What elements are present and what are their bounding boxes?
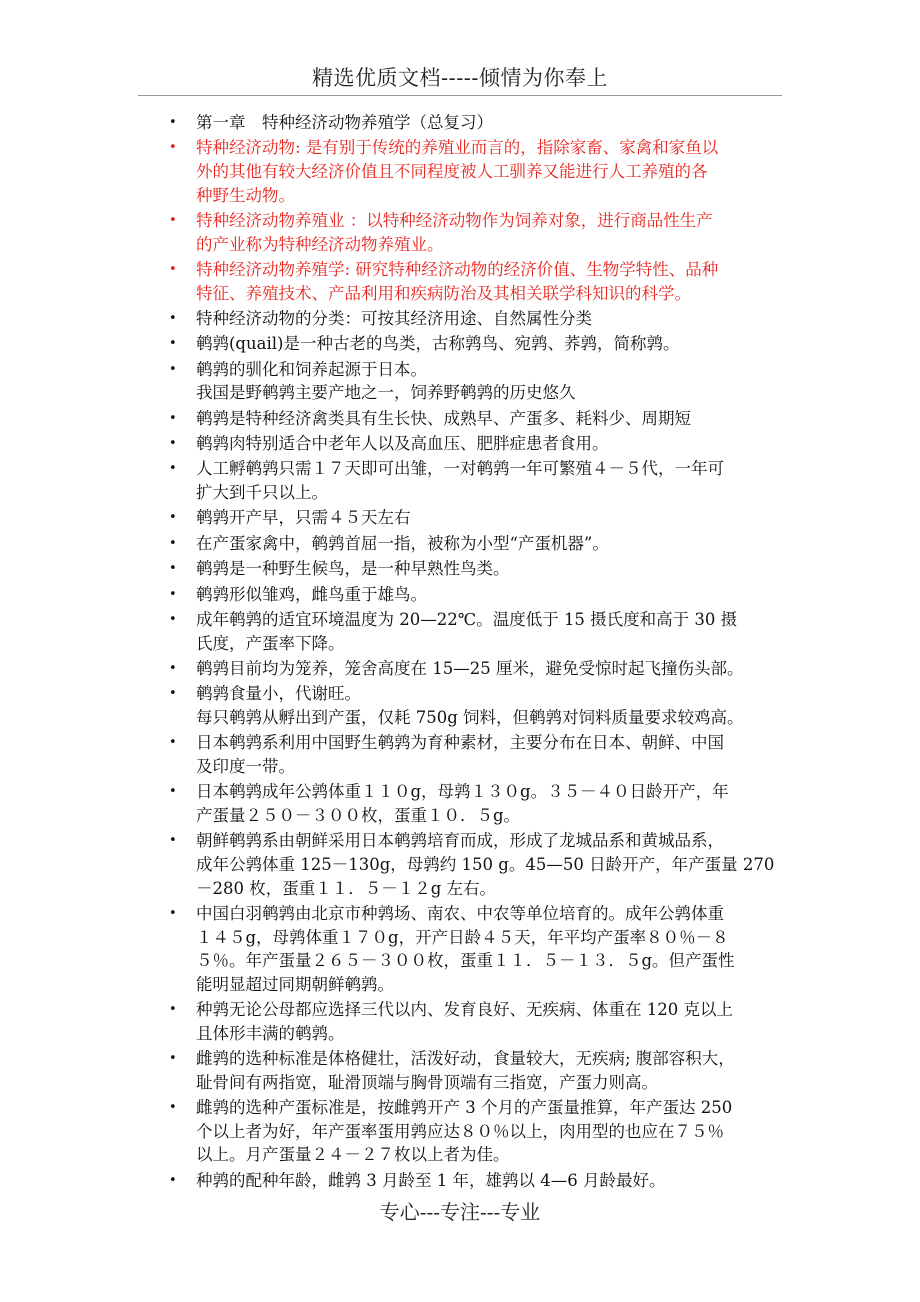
bullet-marker: • <box>169 905 177 921</box>
item-text-line: 及印度一带。 <box>196 756 295 776</box>
bullet-marker: • <box>169 735 177 751</box>
item-text-line: 人工孵鹌鹑只需１７天即可出雏，一对鹌鹑一年可繁殖４－５代，一年可 <box>196 459 724 479</box>
list-item <box>166 1096 788 1167</box>
list-item <box>166 608 788 655</box>
bullet-marker: • <box>169 535 177 551</box>
item-text-line: 耻骨间有两指宽，耻滑顶端与胸骨顶端有三指宽，产蛋力则高。 <box>196 1072 658 1092</box>
list-item <box>166 657 788 681</box>
item-text-line: 鹌鹑开产早，只需４５天左右 <box>196 508 411 528</box>
item-text-line: 中国白羽鹌鹑由北京市种鹑场、南农、中农等单位培育的。成年公鹑体重 <box>196 903 724 923</box>
bullet-marker: • <box>169 115 177 130</box>
list-item <box>166 136 788 207</box>
item-text-line: 雌鹑的选种标准是体格健壮，活泼好动，食量较大，无疾病; 腹部容积大， <box>196 1049 735 1069</box>
bullet-marker: • <box>169 686 177 702</box>
item-text-line: 特种经济动物的分类：可按其经济用途、自然属性分类 <box>196 308 592 328</box>
item-text-line: ５％。年产蛋量２６５－３００枚，蛋重１１．５－１３．５g。但产蛋性 <box>196 951 735 971</box>
page-header-title: 精选优质文档-----倾情为你奉上 <box>312 66 608 90</box>
bullet-marker: • <box>169 784 177 800</box>
item-text-line: 鹌鹑肉特别适合中老年人以及高血压、肥胖症患者食用。 <box>196 434 609 454</box>
bullet-marker: • <box>169 261 177 277</box>
bullet-marker: • <box>169 833 177 849</box>
bullet-marker: • <box>169 1100 177 1116</box>
item-text-line: 鹌鹑目前均为笼养，笼舍高度在 15—25 厘米，避免受惊时起飞撞伤头部。 <box>196 659 744 679</box>
bullet-marker: • <box>169 510 177 526</box>
item-text-line: 朝鲜鹌鹑系由朝鲜采用日本鹌鹑培育而成，形成了龙城品系和黄城品系， <box>196 831 724 851</box>
list-item <box>166 1047 788 1094</box>
list-item <box>166 258 788 305</box>
list-item <box>166 682 788 729</box>
list-item <box>166 583 788 607</box>
item-text-line: 扩大到千只以上。 <box>196 483 328 503</box>
list-item <box>166 731 788 778</box>
bullet-marker: • <box>169 410 177 426</box>
bullet-marker: • <box>169 561 177 577</box>
list-item <box>166 780 788 827</box>
item-text-line: 日本鹌鹑系利用中国野生鹌鹑为育种素材，主要分布在日本、朝鲜、中国 <box>196 733 724 753</box>
item-text-line: 鹌鹑是特种经济禽类具有生长快、成熟早、产蛋多、耗料少、周期短 <box>196 408 691 428</box>
bullet-marker: • <box>169 1051 177 1067</box>
list-item <box>166 998 788 1045</box>
bullet-marker: • <box>169 361 177 377</box>
item-text-line: 成年鹌鹑的适宜环境温度为 20—22℃。温度低于 15 摄氏度和高于 30 摄 <box>196 610 738 630</box>
list-item <box>166 1169 788 1193</box>
bullet-marker: • <box>169 586 177 602</box>
bullet-marker: • <box>169 140 177 156</box>
item-text-line: 种鹑的配种年龄，雌鹑 3 月龄至 1 年，雄鹑以 4—6 月龄最好。 <box>196 1170 666 1190</box>
list-item <box>166 332 788 356</box>
bullet-marker: • <box>169 1172 177 1188</box>
list-item <box>166 111 788 135</box>
item-text-line: 特征、养殖技术、产品利用和疾病防治及其相关联学科知识的科学。 <box>196 283 691 303</box>
list-item <box>166 457 788 504</box>
bullet-marker: • <box>169 1002 177 1018</box>
list-item <box>166 209 788 256</box>
bullet-marker: • <box>169 661 177 677</box>
item-text-line: 氏度，产蛋率下降。 <box>196 633 345 653</box>
item-text-line: 第一章 特种经济动物养殖学（总复习） <box>196 113 493 132</box>
item-text-line: 鹌鹑(quail)是一种古老的鸟类，古称鹑鸟、宛鹑、荞鹑，简称鹑。 <box>196 334 680 354</box>
item-text-line: 特种经济动物养殖学: 研究特种经济动物的经济价值、生物学特性、品种 <box>196 259 719 279</box>
item-text-line: 每只鹌鹑从孵出到产蛋，仅耗 750g 饲料，但鹌鹑对饲料质量要求较鸡高。 <box>196 708 744 727</box>
item-text-line: 特种经济动物: 是有别于传统的养殖业而言的，指除家畜、家禽和家鱼以 <box>196 138 719 158</box>
item-text-line: －280 枚，蛋重１１．５－１２g 左右。 <box>196 878 497 898</box>
bullet-marker: • <box>169 310 177 326</box>
item-text-line: 雌鹑的选种产蛋标准是，按雌鹑开产 3 个月的产蛋量推算，年产蛋达 250 <box>196 1098 733 1118</box>
item-text-line: 成年公鹑体重 125－130g，母鹑约 150 g。45—50 日龄开产，年产蛋量 270 <box>196 854 775 874</box>
item-text-line: 个以上者为好，年产蛋率蛋用鹑应达８０％以上，肉用型的也应在７５％ <box>196 1121 724 1141</box>
bullet-marker: • <box>169 612 177 628</box>
item-text-line: 鹌鹑的驯化和饲养起源于日本。 <box>196 359 427 379</box>
list-item <box>166 407 788 431</box>
item-text-line: 的产业称为特种经济动物养殖业。 <box>196 234 444 254</box>
bullet-marker: • <box>169 212 177 228</box>
item-text-line: 以上。月产蛋量２４－２７枚以上者为佳。 <box>196 1145 510 1165</box>
item-text-line: 日本鹌鹑成年公鹑体重１１０g，母鹑１３０g。３５－４０日龄开产，年 <box>196 782 729 802</box>
list-item <box>166 829 788 900</box>
page-footer-text: 专心---专注---专业 <box>379 1200 541 1224</box>
item-text-line: 外的其他有较大经济价值且不同程度被人工驯养又能进行人工养殖的各 <box>196 161 708 181</box>
item-text-line: 产蛋量２５０－３００枚，蛋重１０．５g。 <box>196 805 521 825</box>
header-divider <box>138 95 782 96</box>
item-text-line: 鹌鹑形似雏鸡，雌鸟重于雄鸟。 <box>196 584 427 604</box>
item-text-line: 我国是野鹌鹑主要产地之一，饲养野鹌鹑的历史悠久 <box>196 383 576 403</box>
bullet-marker: • <box>169 336 177 352</box>
item-text-line: 在产蛋家禽中，鹌鹑首屈一指，被称为小型“产蛋机器”。 <box>196 533 609 553</box>
bullet-list <box>166 111 788 1194</box>
bullet-marker: • <box>169 436 177 452</box>
list-item <box>166 358 788 405</box>
list-item <box>166 532 788 556</box>
item-text-line: 种野生动物。 <box>196 185 295 205</box>
item-text-line: 特种经济动物养殖业 ：以特种经济动物作为饲养对象，进行商品性生产 <box>196 210 713 230</box>
list-item <box>166 506 788 530</box>
item-text-line: 鹌鹑是一种野生候鸟，是一种早熟性鸟类。 <box>196 559 510 579</box>
item-text-line: 能明显超过同期朝鲜鹌鹑。 <box>196 974 394 994</box>
item-text-line: 且体形丰满的鹌鹑。 <box>196 1023 345 1043</box>
list-item <box>166 307 788 331</box>
bullet-marker: • <box>169 461 177 477</box>
list-item <box>166 432 788 456</box>
item-text-line: 种鹑无论公母都应选择三代以内、发育良好、无疾病、体重在 120 克以上 <box>196 1000 733 1020</box>
item-text-line: 鹌鹑食量小，代谢旺。 <box>196 684 361 704</box>
list-item <box>166 557 788 581</box>
item-text-line: １４５g，母鹑体重１７０g，开产日龄４５天，年平均产蛋率８０％－８ <box>196 927 729 947</box>
list-item <box>166 902 788 996</box>
